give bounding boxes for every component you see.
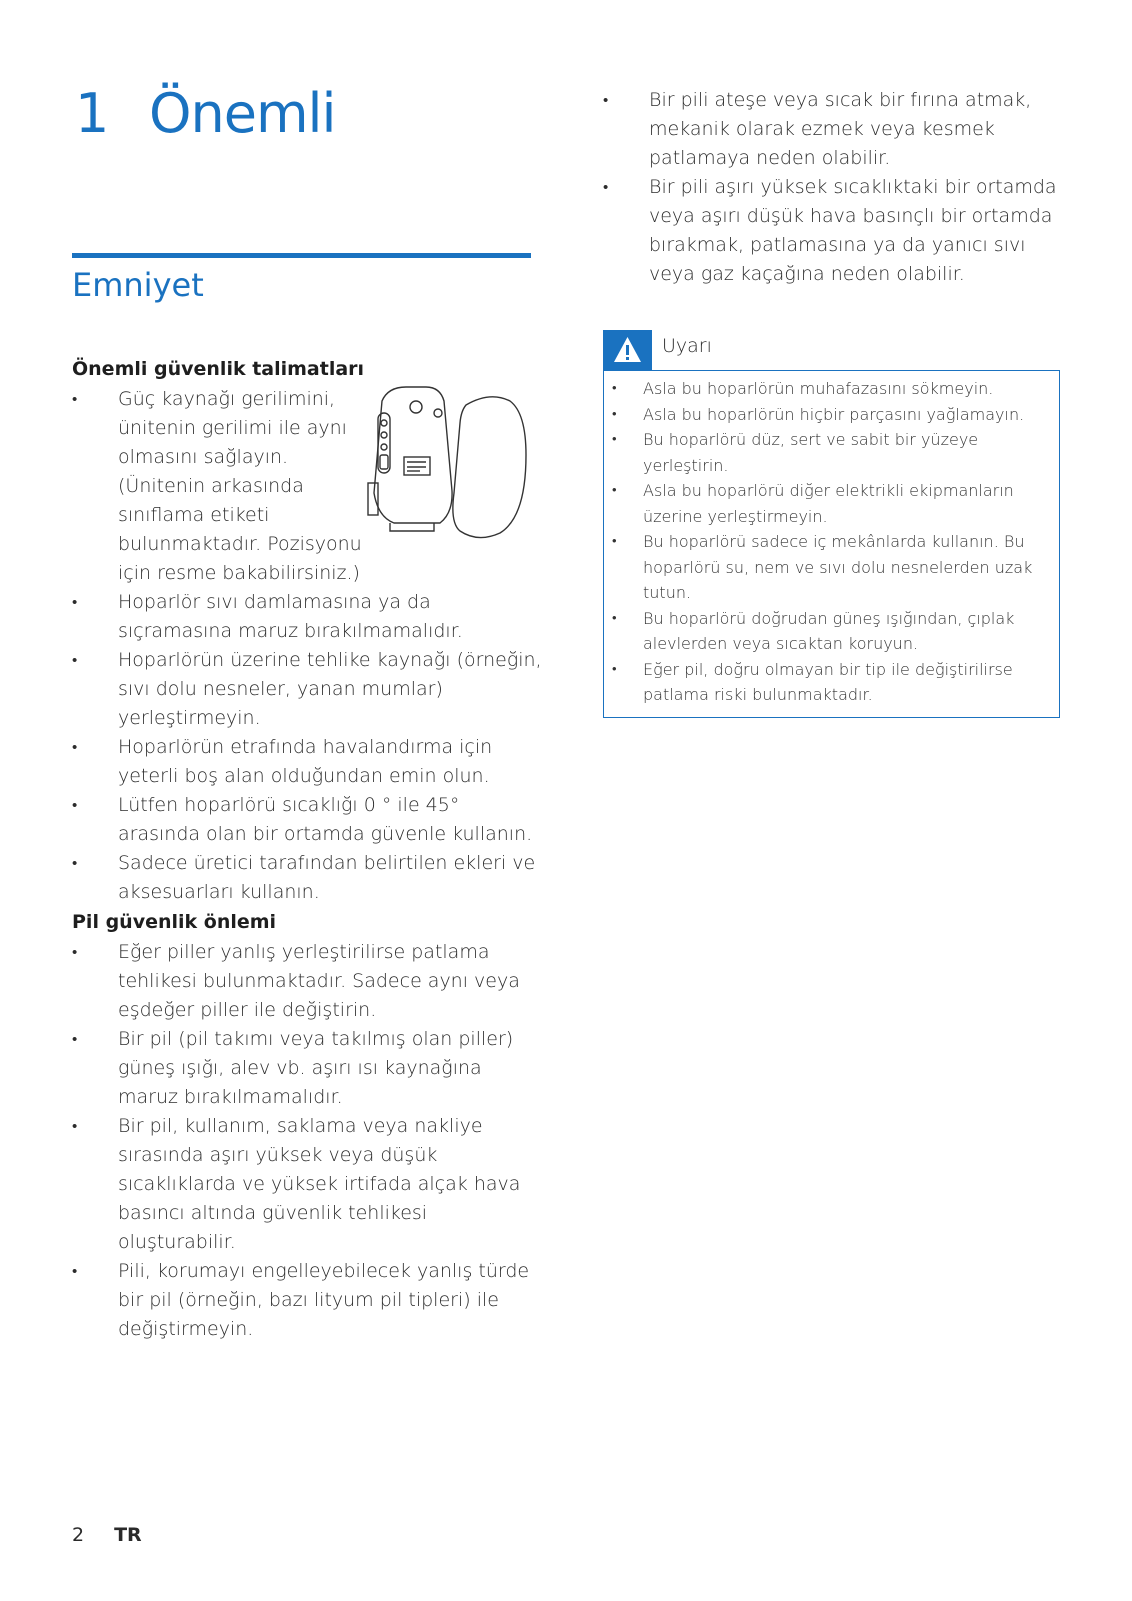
warning-item: • Bu hoparlörü düz, sert ve sabit bir yüzeye yerleştirin. — [612, 430, 979, 475]
battery-list — [72, 938, 542, 1344]
battery-list-continued — [603, 86, 1073, 289]
page-footer — [72, 1524, 142, 1546]
section-rule — [72, 253, 531, 258]
list-item: • Sadece üretici tarafından belirtilen ekleri ve aksesuarları kullanın. — [72, 852, 536, 903]
warning-item: • Bu hoparlörü doğrudan güneş ışığından, çıplak alevlerden veya sıcaktan koruyun. — [612, 608, 1015, 653]
language-code: TR — [114, 1524, 142, 1546]
chapter-number: 1 — [75, 82, 109, 145]
list-item: • Bir pili ateşe veya sıcak bir fırına atmak, mekanik olarak ezmek veya kesmek patlamaya neden olabilir. — [603, 89, 1032, 169]
list-item: • Eğer piller yanlış yerleştirilirse patlama tehlikesi bulunmaktadır. Sadece aynı veya eşdeğer piller ile değiştirin. — [72, 941, 520, 1021]
safety-heading: Önemli güvenlik talimatları — [72, 358, 365, 380]
list-item: • Güç kaynağı gerilimini, ünitenin gerilimi ile aynı olmasını sağlayın. (Ünitenin arkasında sınıflama etiketi bulunmaktadır. Pozisyonu için resme bakabilirsiniz.) — [72, 388, 362, 584]
battery-heading: Pil güvenlik önlemi — [72, 911, 277, 933]
warning-list — [612, 376, 1052, 708]
list-item: • Pili, korumayı engelleyebilecek yanlış türde bir pil (örneğin, bazı lityum pil tipleri) ile değiştirmeyin. — [72, 1260, 530, 1340]
warning-tab — [603, 330, 652, 370]
chapter-title — [75, 82, 336, 145]
list-item: • Bir pili aşırı yüksek sıcaklıktaki bir ortamda veya aşırı düşük hava basınçlı bir ortamda bırakmak, patlamasına ya da yanıcı sıvı veya gaz kaçağına neden olabilir. — [603, 176, 1057, 285]
list-item: • Hoparlörün üzerine tehlike kaynağı (örneğin, sıvı dolu nesneler, yanan mumlar) yerleştirmeyin. — [72, 649, 542, 729]
warning-item: • Bu hoparlörü sadece iç mekânlarda kullanın. Bu hoparlörü su, nem ve sıvı dolu nesnelerden uzak tutun. — [612, 532, 1033, 602]
warning-item: • Eğer pil, doğru olmayan bir tip ile değiştirilirse patlama riski bulunmaktadır. — [612, 659, 1013, 704]
warning-item: • Asla bu hoparlörün muhafazasını sökmeyin. — [612, 379, 994, 398]
warning-item: • Asla bu hoparlörün hiçbir parçasını yağlamayın. — [612, 404, 1025, 424]
list-item: • Hoparlörün etrafında havalandırma için yeterli boş alan olduğundan emin olun. — [72, 736, 493, 787]
chapter-title-text: Önemli — [149, 82, 336, 145]
list-item: • Bir pil, kullanım, saklama veya nakliye sırasında aşırı yüksek veya düşük sıcaklıklarda ve yüksek irtifada alçak hava basıncı altında güvenlik tehlikesi oluşturabilir. — [72, 1115, 521, 1253]
speaker-illustration — [360, 383, 532, 551]
list-item: • Bir pil (pil takımı veya takılmış olan piller) güneş ışığı, alev vb. aşırı ısı kaynağına maruz bırakılmamalıdır. — [72, 1028, 514, 1108]
page-number: 2 — [72, 1524, 85, 1546]
warning-title: Uyarı — [662, 335, 712, 357]
list-item: • Hoparlör sıvı damlamasına ya da sıçramasına maruz bırakılmamalıdır. — [72, 591, 463, 642]
section-title: Emniyet — [72, 266, 204, 304]
warning-triangle-icon — [613, 336, 642, 363]
warning-item: • Asla bu hoparlörü diğer elektrikli ekipmanların üzerine yerleştirmeyin. — [612, 481, 1014, 526]
list-item: • Lütfen hoparlörü sıcaklığı 0 ° ile 45° arasında olan bir ortamda güvenle kullanın. — [72, 794, 533, 845]
